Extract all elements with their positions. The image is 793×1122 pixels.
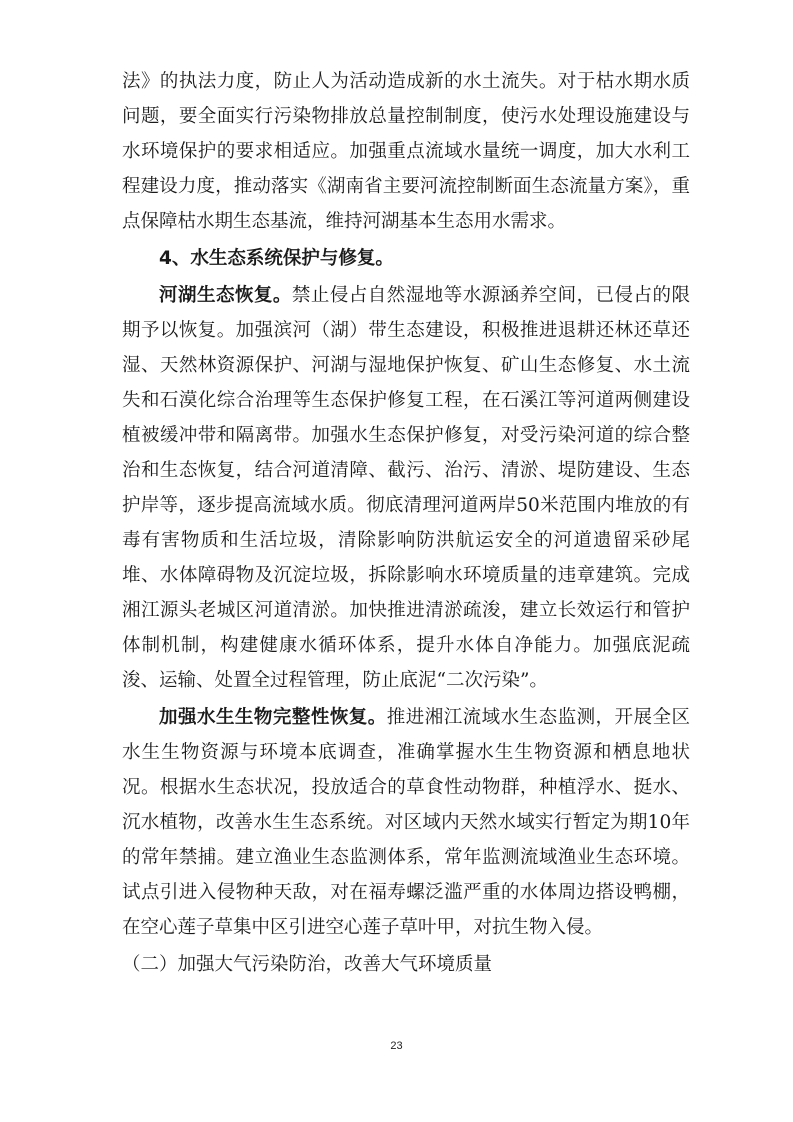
lead-river-lake-restoration: 河湖生态恢复。 (159, 285, 292, 306)
paragraph-aquatic-biota (122, 700, 690, 945)
body-aquatic-biota: 推进湘江流域水生态监测，开展全区水生生物资源与环境本底调查，准确掌握水生生物资源和栖息地状况。根据水生态状况，投放适合的草食性动物群，种植浮水、挺水、沉水植物，改善水生生态系统。对区域内天然水域实行暂定为期10年的常年禁捕。建立渔业生态监测体系，常年监测流域渔业生态环境。试点引进入侵物种天敌，对在福寿螺泛滥严重的水体周边搭设鸭棚，在空心莲子草集中区引进空心莲子草叶甲，对抗生物入侵。 (122, 707, 690, 938)
section-heading-air-pollution: （二）加强大气污染防治，改善大气环境质量 (122, 954, 493, 975)
heading-water-ecosystem: 4、水生态系统保护与修复。 (159, 248, 394, 269)
lead-aquatic-biota: 加强水生生物完整性恢复。 (159, 707, 387, 728)
paragraph-river-lake-restoration (122, 278, 690, 698)
paragraph-water-law: 法》的执法力度，防止人为活动造成新的水土流失。对于枯水期水质问题，要全面实行污染物排放总量控制制度，使污水处理设施建设与水环境保护的要求相适应。加强重点流域水量统一调度，加大水利工程建设力度，推动落实《湖南省主要河流控制断面生态流量方案》，重点保障枯水期生态基流，维持河湖基本生态用水需求。 (122, 71, 690, 232)
document-body (122, 64, 690, 982)
page-number: 23 (390, 1040, 403, 1052)
body-river-lake-restoration: 禁止侵占自然湿地等水源涵养空间，已侵占的限期予以恢复。加强滨河（湖）带生态建设，积极推进退耕还林还草还湿、天然林资源保护、河湖与湿地保护恢复、矿山生态修复、水土流失和石漠化综合治理等生态保护修复工程，在石溪江等河道两侧建设植被缓冲带和隔离带。加强水生态保护修复，对受污染河道的综合整治和生态恢复，结合河道清障、截污、治污、清淤、堤防建设、生态护岸等，逐步提高流域水质。彻底清理河道两岸50米范围内堆放的有毒有害物质和生活垃圾，清除影响防洪航运安全的河道遗留采砂尾堆、水体障碍物及沉淀垃圾，拆除影响水环境质量的违章建筑。完成湘江源头老城区河道清淤。加快推进清淤疏浚，建立长效运行和管护体制机制，构建健康水循环体系，提升水体自净能力。加强底泥疏浚、运输、处置全过程管理，防止底泥“二次污染”。 (122, 285, 690, 691)
